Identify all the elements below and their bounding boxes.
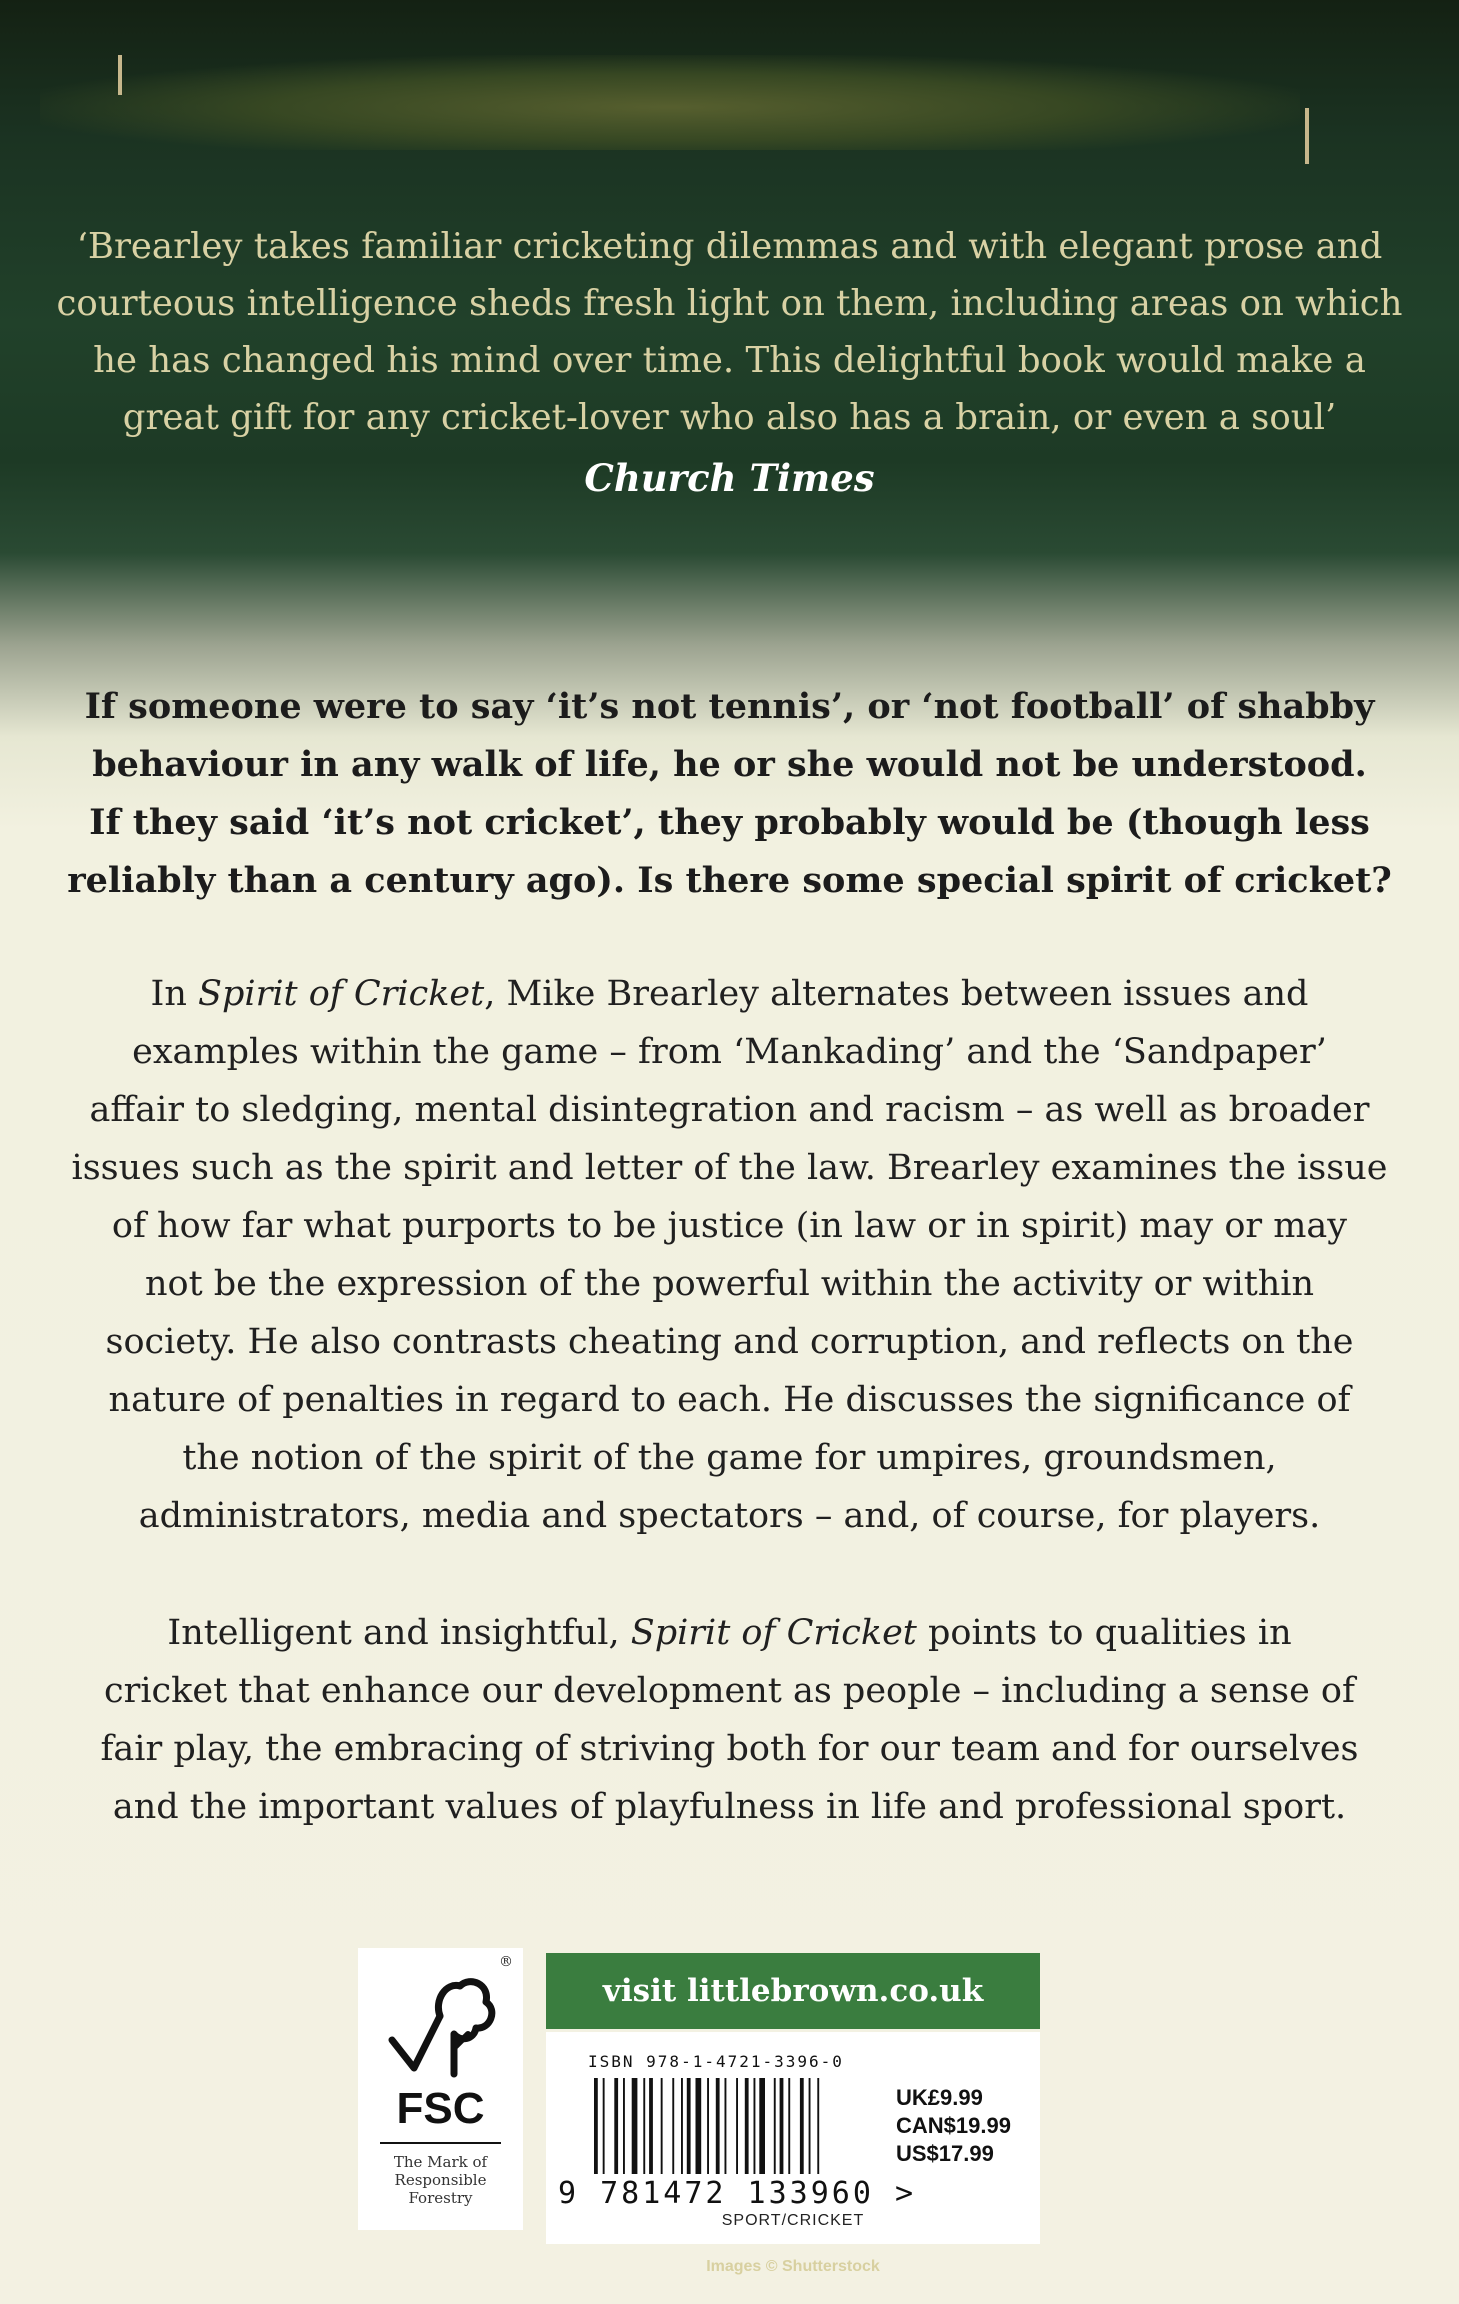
body-text: In [150,974,199,1014]
body-line: society. He also contrasts cheating and corruption, and reflects on the [105,1322,1354,1362]
lead-line: If they said ‘it’s not cricket’, they probably would be (though less [89,802,1370,843]
lead-paragraph [60,678,1399,910]
divider [380,2142,501,2144]
visit-website-link[interactable]: visit littlebrown.co.uk [546,1953,1040,2029]
body-text: Intelligent and insightful, [167,1613,631,1653]
body-line: administrators, media and spectators – and, of course, for players. [138,1496,1321,1536]
price-can: CAN$19.99 [896,2113,1011,2138]
body-line: of how far what purports to be justice (in law or in spirit) may or may [111,1206,1348,1246]
body-line: examples within the game – from ‘Mankading’ and the ‘Sandpaper’ [132,1032,1327,1072]
body-line: issues such as the spirit and letter of the law. Brearley examines the issue [71,1148,1388,1188]
quote-line: courteous intelligence sheds fresh light on them, including areas on which [56,283,1403,324]
body-line: cricket that enhance our development as people – including a sense of [104,1671,1355,1711]
book-title: Spirit of Cricket [630,1613,917,1653]
price-list [896,2084,1036,2168]
barcode-digits: 9 781472 133960 > [558,2176,917,2211]
lead-line: behaviour in any walk of life, he or she would not be understood. [92,744,1367,785]
fsc-logo [358,1948,523,2230]
body-line [55,965,1404,1023]
body-line: affair to sledging, mental disintegration and racism – as well as broader [89,1090,1370,1130]
registered-mark: ® [499,1954,513,1970]
quote-line: great gift for any cricket-lover who also has a brain, or even a soul’ [122,397,1337,438]
fsc-tagline-line: Forestry [408,2189,473,2207]
book-title: Spirit of Cricket [198,974,485,1014]
image-credit: Images © Shutterstock [706,2258,880,2275]
fsc-tagline-line: The Mark of [393,2153,488,2171]
quote-line: ‘Brearley takes familiar cricketing dilemmas and with elegant prose and [76,226,1383,267]
fsc-tree-checkmark-icon [382,1970,502,2090]
body-line: fair play, the embracing of striving both for our team and for ourselves [100,1729,1359,1769]
description-paragraph-1 [55,965,1404,1545]
fsc-tagline [370,2153,511,2207]
isbn-text: ISBN 978-1-4721-3396-0 [588,2052,844,2071]
body-line: not be the expression of the powerful within the activity or within [144,1264,1315,1304]
barcode-icon [594,2078,884,2174]
lead-line: reliably than a century ago). Is there some special spirit of cricket? [67,860,1392,901]
lead-line: If someone were to say ‘it’s not tennis’, or ‘not football’ of shabby [84,686,1375,727]
category-label: SPORT/CRICKET [721,2212,865,2229]
stump-right [1305,108,1309,164]
fsc-text: FSC [396,2084,485,2133]
body-text: , Mike Brearley alternates between issues and [484,974,1309,1014]
description-paragraph-2 [55,1604,1404,1836]
cricket-pitch-image [40,55,1300,150]
fsc-tagline-line: Responsible [394,2171,487,2189]
price-uk: UK£9.99 [896,2085,983,2110]
review-quote [40,218,1419,446]
barcode-panel [546,2032,1040,2244]
stump-left [118,55,122,95]
body-line: the notion of the spirit of the game for umpires, groundsmen, [182,1438,1277,1478]
quote-line: he has changed his mind over time. This delightful book would make a [93,340,1366,381]
body-text: points to qualities in [916,1613,1292,1653]
price-us: US$17.99 [896,2141,994,2166]
body-line [55,1604,1404,1662]
body-line: and the important values of playfulness in life and professional sport. [112,1787,1347,1827]
body-line: nature of penalties in regard to each. He discusses the significance of [108,1380,1351,1420]
quote-source: Church Times [584,456,875,500]
